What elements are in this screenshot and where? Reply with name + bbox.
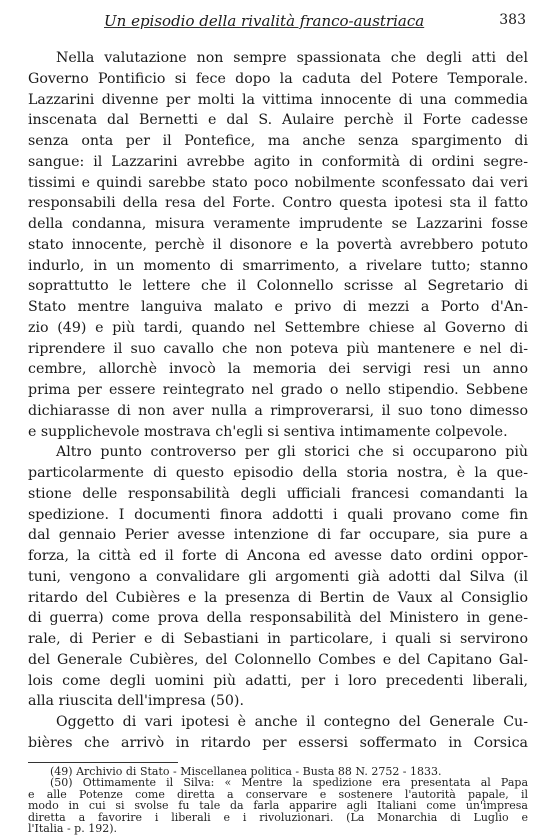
text-line: sangue: il Lazzarini avrebbe agito in conformità di ordini segre- <box>28 153 528 170</box>
text-line: dichiarasse di non aver nulla a rimproverarsi, il suo tono dimesso <box>28 402 528 419</box>
text-line: responsabili della resa del Forte. Contro questa ipotesi sta il fatto <box>28 195 528 212</box>
footnotes <box>28 766 528 834</box>
text-line: Oggetto di vari ipotesi è anche il contegno del Generale Cu- <box>56 714 528 730</box>
footnote-line: (49) Archivio di Stato - Miscellanea politica - Busta 88 N. 2752 - 1833. <box>50 765 442 778</box>
text-line: soprattutto le lettere che il Colonnello scrisse al Segretario di <box>28 278 528 295</box>
text-line: del Generale Cubières, del Colonnello Combes e del Capitano Gal- <box>28 651 528 668</box>
text-line: forza, la città ed il forte di Ancona ed avesse dato ordini oppor- <box>28 548 528 564</box>
footnote-line: diretta a favorire i liberali e i rivoluzionari. (La Monarchia di Luglio e <box>28 810 528 824</box>
text-line: rale, di Perier e di Sebastiani in particolare, i quali si servirono <box>28 631 528 647</box>
text-line: della condanna, misura veramente imprudente se Lazzarini fosse <box>28 216 528 232</box>
footnote-divider <box>28 762 178 763</box>
running-title: Un episodio della rivalità franco-austriaca <box>104 12 425 30</box>
text-line: indurlo, in un momento di smarrimento, a rivelare tutto; stanno <box>28 257 528 274</box>
text-line: prima per essere reintegrato nel grado o nello stipendio. Sebbene <box>28 382 528 398</box>
text-line: bières che arrivò in ritardo per essersi soffermato in Corsica <box>28 734 528 751</box>
footnote-line: (50) Ottimamente il Silva: « Mentre la spedizione era presentata al Papa <box>50 776 528 790</box>
page-header <box>104 12 526 32</box>
text-line: zio (49) e più tardi, quando nel Settembre chiese al Governo di <box>28 319 528 336</box>
text-line: inscenata dal Bernetti e dal S. Aulaire perchè il Forte cadesse <box>28 112 528 129</box>
text-line: particolarmente di questo episodio della storia nostra, è la que- <box>28 465 528 481</box>
footnote-line: e alle Potenze come diretta a conservare e sostenere l'autorità papale, il <box>28 787 528 801</box>
text-line: Lazzarini divenne per molti la vittima innocente di una commedia <box>28 91 528 108</box>
text-line: riprendere il suo cavallo che non poteva più mantenere e nel di- <box>28 340 528 357</box>
text-line: e supplichevole mostrava ch'egli si sentiva intimamente colpevole. <box>28 423 508 440</box>
text-line: stato innocente, perchè il disonore e la povertà avrebbero potuto <box>28 236 528 253</box>
footnote-line: modo in cui si svolse fu tale da farla apparire agli Italiani come un'impresa <box>28 799 528 813</box>
text-line: tissimi e quindi sarebbe stato poco nobilmente sconfessato dai veri <box>28 174 528 191</box>
text-line: senza onta per il Pontefice, ma anche senza spargimento di <box>28 133 528 149</box>
text-line: Nella valutazione non sempre spassionata che degli atti del <box>56 50 528 66</box>
text-line: stione delle responsabilità degli ufficiali francesi comandanti la <box>28 485 528 502</box>
text-line: Governo Pontificio si fece dopo la caduta del Potere Temporale. <box>28 70 528 87</box>
body-text <box>28 48 528 754</box>
text-line: Altro punto controverso per gli storici che si occuparono più <box>56 444 528 461</box>
footnote-line: l'Italia - p. 192). <box>28 822 117 835</box>
text-line: spedizione. I documenti finora addotti i quali provano come fin <box>28 506 528 523</box>
text-line: cembre, allorchè invocò la memoria dei servigi resi un anno <box>28 361 528 378</box>
text-line: alla riuscita dell'impresa (50). <box>28 693 244 710</box>
text-line: dal gennaio Perier avesse intenzione di far occupare, sia pure a <box>28 527 528 544</box>
text-line: ritardo del Cubières e la presenza di Bertin de Vaux al Consiglio <box>28 589 528 606</box>
text-line: lois come degli uomini più adatti, per i loro precedenti liberali, <box>28 672 528 689</box>
text-line: Stato mentre languiva malato e privo di mezzi a Porto d'An- <box>28 299 528 315</box>
text-line: tuni, vengono a convalidare gli argomenti già adotti dal Silva (il <box>28 568 528 585</box>
text-line: di guerra) come prova della responsabilità del Ministero in gene- <box>28 610 528 627</box>
page-number: 383 <box>499 12 526 28</box>
